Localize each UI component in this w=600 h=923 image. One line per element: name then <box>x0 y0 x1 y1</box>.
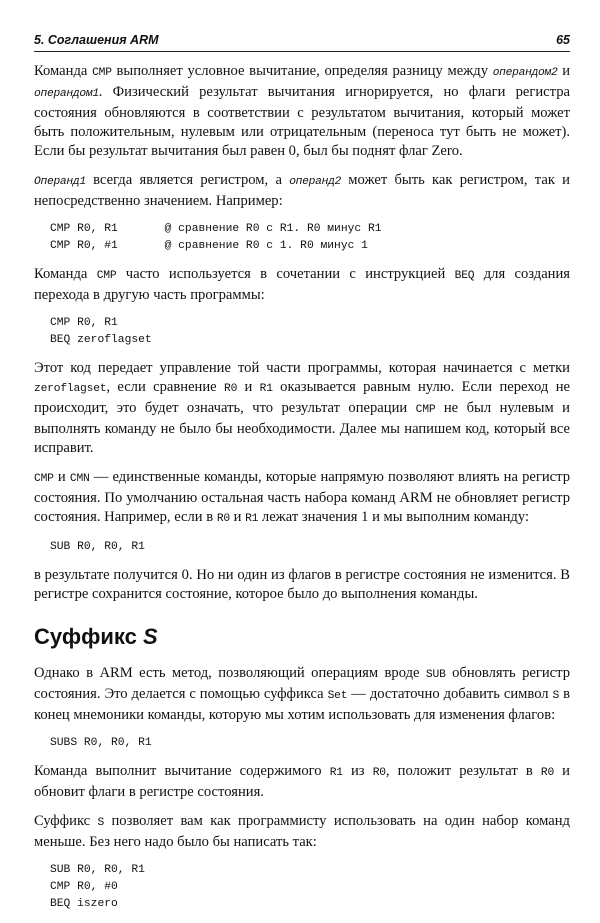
chapter-title: 5. Соглашения ARM <box>34 33 159 47</box>
code-line: BEQ iszero <box>50 898 118 910</box>
code-line: CMP R0, #0 <box>50 881 118 893</box>
code-line: SUB R0, R0, R1 <box>50 541 145 553</box>
paragraph-suffix-intro: Однако в ARM есть метод, позволяющий операциям вроде SUB обновлять регистр состояния. Это делается с помощью суффикса Set — достаточно добавить символ S в конец мнемоники команды, которую мы хотим использовать для изменения флагов: <box>34 665 570 723</box>
code-block-without-suffix <box>50 862 570 913</box>
paragraph-cmp-beq: Команда CMP часто используется в сочетании с инструкцией BEQ для создания перехода в другую часть программы: <box>34 266 571 303</box>
paragraph-operands: Операнд1 всегда является регистром, а операнд2 может быть как регистром, так и непосредственно значением. Например: <box>34 172 570 209</box>
paragraph-cmp-cmn: CMP и CMN — единственные команды, которые напрямую позволяют влиять на регистр состояния. По умолчанию остальная часть набора команд ARM не обновляет регистр состояния. Например, если в R0 и R1 лежат значения 1 и мы выполним команду: <box>34 469 571 525</box>
code-line: CMP R0, R1 <box>50 317 118 329</box>
code-line: SUBS R0, R0, R1 <box>50 737 152 749</box>
page-number: 65 <box>556 33 570 47</box>
paragraph-cmp-intro: Команда CMP выполняет условное вычитание, определяя разницу между операндом2 и операндом1. Физический результат вычитания игнорируется, но флаги регистра состояния обновляются в соответствии с результатом вычитания, который может быть положительным, нулевым или отрицательным (переноса тут быть не может). Если бы результат вычитания был равен 0, был бы поднят флаг Zero. <box>34 63 571 159</box>
paragraph-subs-explain: Команда выполнит вычитание содержимого R1 из R0, положит результат в R0 и обновит флаги в регистре состояния. <box>34 763 570 800</box>
section-heading: Суффикс S <box>34 624 158 649</box>
code-block-compare <box>50 221 570 255</box>
paragraph-sub-result: в результате получится 0. Но ни один из флагов в регистре состояния не изменится. В регистре сохранится состояние, которое было до выполнения команды. <box>34 567 570 602</box>
code-block-branch <box>50 315 570 349</box>
running-header <box>34 31 570 52</box>
code-line: CMP R0, #1 @ сравнение R0 с 1. R0 минус 1 <box>50 240 368 252</box>
code-block-sub <box>50 539 570 556</box>
paragraph-suffix-benefit: Суффикс S позволяет вам как программисту использовать на один набор команд меньше. Без него надо было бы написать так: <box>34 813 570 850</box>
code-line: CMP R0, R1 @ сравнение R0 с R1. R0 минус R1 <box>50 223 382 235</box>
paragraph-branch-explain: Этот код передает управление той части программы, которая начинается с метки zeroflagset, если сравнение R0 и R1 оказывается равным нулю. Если переход не происходит, это будет означать, что результат операции CMP не был нулевым и выполнять команду не было бы необходимости. Далее мы напишем код, который все исправит. <box>34 360 570 456</box>
code-line: BEQ zeroflagset <box>50 334 152 346</box>
page-body <box>34 62 570 923</box>
code-line: SUB R0, R0, R1 <box>50 864 145 876</box>
code-block-subs <box>50 735 570 752</box>
